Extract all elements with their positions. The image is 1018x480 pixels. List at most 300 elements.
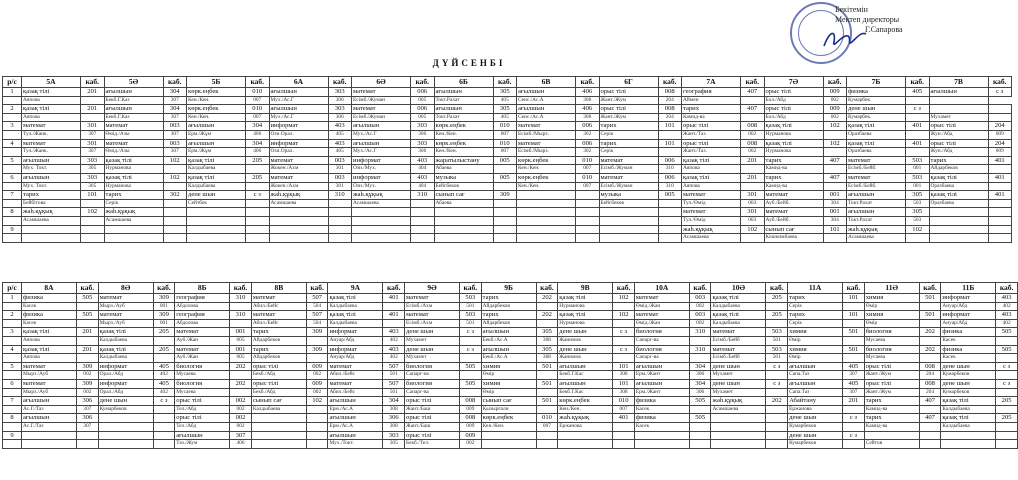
- cabinet-cell: 501: [766, 336, 788, 345]
- column-header: р/с: [3, 283, 22, 294]
- subject-cell: Өмід./Азы: [104, 130, 163, 139]
- cabinet-cell: [536, 388, 558, 397]
- cabinet-cell: [689, 336, 711, 345]
- subject-cell: биология: [634, 345, 689, 354]
- subject-cell: Мырз./Ауб: [22, 388, 77, 397]
- cabinet-cell: 309: [153, 294, 175, 303]
- cabinet-cell: [460, 336, 482, 345]
- cabinet-cell: [843, 336, 865, 345]
- cabinet-cell: [658, 216, 682, 225]
- subject-cell: ағылшын: [847, 191, 906, 200]
- subject-cell: Есімб./Бейб: [711, 354, 766, 363]
- cabinet-cell: 305: [536, 345, 558, 354]
- subject-cell: Өмід./Жан: [634, 302, 689, 311]
- lesson-number-cell: 6: [3, 379, 22, 388]
- cabinet-cell: 009: [460, 422, 482, 431]
- cabinet-cell: 301: [741, 191, 765, 200]
- table-row: [3, 173, 1012, 182]
- cabinet-cell: [996, 336, 1018, 345]
- cabinet-cell: 102: [613, 294, 635, 303]
- subject-cell: математ: [251, 294, 306, 303]
- subject-cell: информат: [98, 379, 153, 388]
- subject-cell: ағылшын: [352, 139, 411, 148]
- subject-cell: ағылшын: [22, 414, 77, 423]
- cabinet-cell: 307: [81, 130, 105, 139]
- approve-line-3: Г.Сапарова: [865, 25, 903, 34]
- table-row: [3, 122, 1012, 131]
- subject-cell: Абаева: [434, 199, 493, 208]
- cabinet-cell: [81, 216, 105, 225]
- subject-cell: Сапарг-ва: [405, 388, 460, 397]
- subject-cell: Мух./Ас.Г: [269, 113, 328, 122]
- subject-cell: көрк.еңбек: [187, 88, 246, 97]
- subject-cell: сынып сағ: [481, 397, 536, 406]
- subject-cell: қазақ тілі: [847, 139, 906, 148]
- table-row: [3, 388, 1018, 397]
- subject-cell: Асамшаева: [847, 234, 906, 243]
- cabinet-cell: [996, 371, 1018, 380]
- column-header: 7Б: [847, 77, 906, 88]
- cabinet-cell: [906, 130, 930, 139]
- subject-cell: ағылшын: [269, 105, 328, 114]
- subject-cell: дене шын: [941, 362, 996, 371]
- cabinet-cell: 402: [996, 302, 1018, 311]
- subject-cell: Сейтбек: [187, 199, 246, 208]
- cabinet-cell: 401: [906, 122, 930, 131]
- subject-cell: Асамшаева: [104, 216, 163, 225]
- cabinet-cell: 405: [843, 379, 865, 388]
- subject-cell: химия: [788, 328, 843, 337]
- cabinet-cell: [383, 319, 405, 328]
- cabinet-cell: 002: [230, 414, 252, 423]
- subject-cell: Нурманова: [764, 148, 823, 157]
- cabinet-cell: 007: [493, 130, 517, 139]
- subject-cell: тарих: [682, 105, 741, 114]
- subject-cell: дене шын: [847, 105, 906, 114]
- subject-cell: Серік: [788, 302, 843, 311]
- cabinet-cell: 405: [493, 96, 517, 105]
- cabinet-cell: [988, 208, 1012, 217]
- cabinet-cell: [230, 388, 252, 397]
- cabinet-cell: 009: [988, 148, 1012, 157]
- subject-cell: ағылшын: [22, 173, 81, 182]
- subject-cell: Асамшаева: [22, 216, 81, 225]
- cabinet-cell: 009: [988, 130, 1012, 139]
- cabinet-cell: 001: [230, 328, 252, 337]
- subject-cell: Өмір: [481, 388, 536, 397]
- cabinet-cell: [919, 440, 941, 449]
- subject-cell: Есімб./Жуман: [599, 165, 658, 174]
- cabinet-cell: 202: [536, 311, 558, 320]
- subject-cell: Кумарбеков: [941, 371, 996, 380]
- cabinet-cell: 102: [163, 156, 187, 165]
- cabinet-cell: [576, 199, 600, 208]
- cabinet-cell: 002: [823, 96, 847, 105]
- subject-cell: математ: [517, 122, 576, 131]
- subject-cell: Өмір: [788, 336, 843, 345]
- subject-cell: математ: [251, 311, 306, 320]
- signature-icon: [820, 26, 870, 52]
- cabinet-cell: с з: [153, 397, 175, 406]
- subject-cell: ағылшын: [481, 328, 536, 337]
- subject-cell: жаһ.құқық: [352, 191, 411, 200]
- subject-cell: Таз./Жум: [175, 440, 230, 449]
- cabinet-cell: 301: [328, 182, 352, 191]
- cabinet-cell: 003: [328, 156, 352, 165]
- subject-cell: Нурманова: [104, 165, 163, 174]
- cabinet-cell: 407: [823, 156, 847, 165]
- subject-cell: Орал./Абд: [98, 371, 153, 380]
- cabinet-cell: 302: [576, 130, 600, 139]
- cabinet-cell: 002: [77, 371, 99, 380]
- cabinet-cell: [306, 431, 328, 440]
- cabinet-cell: 202: [919, 328, 941, 337]
- subject-cell: математ: [634, 294, 689, 303]
- subject-cell: математ: [764, 191, 823, 200]
- cabinet-cell: 307: [81, 148, 105, 157]
- subject-cell: математ: [711, 345, 766, 354]
- cabinet-cell: 402: [153, 388, 175, 397]
- cabinet-cell: 204: [988, 122, 1012, 131]
- subject-cell: Есімб./Жуман: [352, 113, 411, 122]
- column-header: каб.: [411, 77, 435, 88]
- subject-cell: биология: [405, 362, 460, 371]
- subject-cell: [352, 234, 411, 243]
- column-header: каб.: [766, 283, 788, 294]
- cabinet-cell: [576, 234, 600, 243]
- cabinet-cell: 310: [689, 328, 711, 337]
- subject-cell: Бекб./Ас.А: [481, 336, 536, 345]
- cabinet-cell: 007: [576, 165, 600, 174]
- subject-cell: Есімб./Мырз.: [517, 130, 576, 139]
- cabinet-cell: [153, 336, 175, 345]
- subject-cell: Нурманова: [764, 130, 823, 139]
- cabinet-cell: 102: [613, 311, 635, 320]
- subject-cell: Бекб.Г.Каз: [104, 113, 163, 122]
- table-row: [3, 216, 1012, 225]
- lesson-number-cell: 1: [3, 88, 22, 97]
- cabinet-cell: 305: [81, 165, 105, 174]
- cabinet-cell: 001: [906, 165, 930, 174]
- table-row: [3, 191, 1012, 200]
- cabinet-cell: [919, 405, 941, 414]
- lesson-number-cell: 7: [3, 397, 22, 406]
- subject-cell: математ: [764, 208, 823, 217]
- subject-cell: математ: [328, 379, 383, 388]
- subject-cell: Есімб./Бейб.: [847, 182, 906, 191]
- column-header: 11Ә: [864, 283, 919, 294]
- cabinet-cell: 202: [919, 345, 941, 354]
- subject-cell: [517, 199, 576, 208]
- subject-cell: Бекб./Тел.: [405, 440, 460, 449]
- subject-cell: Ози./Мух.: [352, 165, 411, 174]
- subject-cell: Абил./Бейс: [328, 388, 383, 397]
- subject-cell: Камид-ва: [864, 422, 919, 431]
- cabinet-cell: 406: [246, 130, 270, 139]
- lesson-number-cell: [3, 319, 22, 328]
- cabinet-cell: 204: [919, 388, 941, 397]
- subject-cell: Сапарг-ва: [405, 371, 460, 380]
- subject-cell: [711, 431, 766, 440]
- subject-cell: көрк.еңбек: [434, 139, 493, 148]
- column-header: каб.: [658, 77, 682, 88]
- subject-cell: Жант./Таз.: [682, 148, 741, 157]
- table-row: [3, 414, 1018, 423]
- column-header: каб.: [576, 77, 600, 88]
- subject-cell: [98, 422, 153, 431]
- cabinet-cell: 010: [246, 105, 270, 114]
- subject-cell: информат: [98, 362, 153, 371]
- cabinet-cell: [306, 422, 328, 431]
- subject-cell: Калдыбаева: [941, 405, 996, 414]
- cabinet-cell: 503: [906, 156, 930, 165]
- subject-cell: [104, 234, 163, 243]
- subject-cell: Мусаева: [864, 336, 919, 345]
- subject-cell: Кумарбек.: [847, 113, 906, 122]
- table-row: [3, 319, 1018, 328]
- subject-cell: Оразбаева: [929, 199, 988, 208]
- subject-cell: Жант./Жум: [599, 96, 658, 105]
- cabinet-cell: 202: [766, 397, 788, 406]
- subject-cell: физика: [22, 311, 77, 320]
- cabinet-cell: 504: [306, 302, 328, 311]
- lesson-number-cell: [3, 440, 22, 449]
- subject-cell: Кен./Кен.: [517, 182, 576, 191]
- subject-cell: математ: [98, 311, 153, 320]
- cabinet-cell: 002: [230, 397, 252, 406]
- cabinet-cell: 309: [306, 328, 328, 337]
- cabinet-cell: 505: [689, 397, 711, 406]
- subject-cell: ағылшын: [788, 379, 843, 388]
- cabinet-cell: 401: [988, 173, 1012, 182]
- subject-cell: қазақ тілі: [98, 345, 153, 354]
- subject-cell: Мухамет: [711, 388, 766, 397]
- subject-cell: Абайтану: [788, 397, 843, 406]
- subject-cell: орыс тілі: [175, 397, 230, 406]
- subject-cell: тарих: [788, 311, 843, 320]
- cabinet-cell: 505: [77, 294, 99, 303]
- cabinet-cell: 002: [741, 130, 765, 139]
- column-header: каб.: [823, 77, 847, 88]
- subject-cell: физика: [941, 328, 996, 337]
- subject-cell: тарих: [251, 328, 306, 337]
- subject-cell: Кен./Кен.: [187, 96, 246, 105]
- subject-cell: математ: [104, 139, 163, 148]
- cabinet-cell: 102: [823, 139, 847, 148]
- subject-cell: Мухамет: [711, 371, 766, 380]
- subject-cell: тарих: [599, 122, 658, 131]
- lesson-number-cell: 5: [3, 362, 22, 371]
- cabinet-cell: 205: [246, 173, 270, 182]
- subject-cell: Касек: [634, 422, 689, 431]
- subject-cell: Жанимов: [558, 336, 613, 345]
- subject-cell: Серік: [599, 148, 658, 157]
- table-row: [3, 345, 1018, 354]
- cabinet-cell: 407: [823, 173, 847, 182]
- cabinet-cell: 403: [996, 311, 1018, 320]
- cabinet-cell: [766, 388, 788, 397]
- subject-cell: [634, 431, 689, 440]
- subject-cell: Жанимов: [558, 354, 613, 363]
- subject-cell: Абдолова: [175, 319, 230, 328]
- subject-cell: математ: [352, 88, 411, 97]
- subject-cell: көрк.еңбек: [517, 156, 576, 165]
- subject-cell: дене шын: [187, 191, 246, 200]
- cabinet-cell: 002: [306, 388, 328, 397]
- subject-cell: Калдыбаева: [711, 302, 766, 311]
- subject-cell: [187, 234, 246, 243]
- subject-cell: Бекб.Г.Каз: [104, 96, 163, 105]
- subject-cell: биология: [864, 345, 919, 354]
- subject-cell: Асамшаева: [711, 405, 766, 414]
- cabinet-cell: [988, 216, 1012, 225]
- subject-cell: математ: [98, 294, 153, 303]
- approve-line-1: Бекітемін: [835, 5, 868, 14]
- subject-cell: орыс тілі: [682, 139, 741, 148]
- cabinet-cell: 006: [411, 105, 435, 114]
- subject-cell: [711, 422, 766, 431]
- cabinet-cell: 009: [306, 379, 328, 388]
- subject-cell: [517, 234, 576, 243]
- cabinet-cell: [766, 414, 788, 423]
- cabinet-cell: 202: [230, 379, 252, 388]
- table-row: [3, 302, 1018, 311]
- subject-cell: [22, 225, 81, 234]
- subject-cell: Тел./Абд: [175, 405, 230, 414]
- subject-cell: ағылшын: [434, 88, 493, 97]
- subject-cell: [711, 440, 766, 449]
- subject-cell: Абил./Бейс: [251, 319, 306, 328]
- cabinet-cell: [919, 319, 941, 328]
- cabinet-cell: 402: [383, 354, 405, 363]
- cabinet-cell: 405: [328, 148, 352, 157]
- subject-cell: Жант./Баш: [405, 422, 460, 431]
- cabinet-cell: [306, 336, 328, 345]
- subject-cell: Калдыбаева: [251, 405, 306, 414]
- cabinet-cell: [613, 319, 635, 328]
- cabinet-cell: [766, 405, 788, 414]
- cabinet-cell: с з: [766, 362, 788, 371]
- cabinet-cell: [613, 422, 635, 431]
- subject-cell: жаһ.құқық: [104, 208, 163, 217]
- cabinet-cell: 005: [493, 173, 517, 182]
- cabinet-cell: 307: [163, 96, 187, 105]
- cabinet-cell: 307: [843, 388, 865, 397]
- cabinet-cell: [919, 354, 941, 363]
- cabinet-cell: 505: [460, 362, 482, 371]
- cabinet-cell: 307: [163, 148, 187, 157]
- subject-cell: қазақ тілі: [187, 156, 246, 165]
- table-row: [3, 139, 1012, 148]
- cabinet-cell: [906, 234, 930, 243]
- cabinet-cell: 401: [613, 414, 635, 423]
- subject-cell: қазақ тілі: [764, 122, 823, 131]
- cabinet-cell: [988, 199, 1012, 208]
- subject-cell: физика: [22, 294, 77, 303]
- column-header: каб.: [230, 283, 252, 294]
- cabinet-cell: 205: [153, 328, 175, 337]
- cabinet-cell: 007: [246, 113, 270, 122]
- subject-cell: тарих: [599, 139, 658, 148]
- subject-cell: орыс тілі: [929, 139, 988, 148]
- cabinet-cell: с з: [766, 379, 788, 388]
- cabinet-cell: [766, 440, 788, 449]
- schedule-table-upper: [2, 76, 1012, 243]
- cabinet-cell: [658, 199, 682, 208]
- subject-cell: математ: [328, 362, 383, 371]
- column-header: 7В: [929, 77, 988, 88]
- cabinet-cell: с з: [843, 431, 865, 440]
- cabinet-cell: 003: [163, 139, 187, 148]
- cabinet-cell: 307: [843, 371, 865, 380]
- cabinet-cell: [411, 199, 435, 208]
- cabinet-cell: 205: [153, 345, 175, 354]
- cabinet-cell: 003: [689, 294, 711, 303]
- subject-cell: жаһ.құқық: [711, 397, 766, 406]
- subject-cell: [517, 225, 576, 234]
- subject-cell: Ержанова: [558, 422, 613, 431]
- table-row: [3, 440, 1018, 449]
- table-row: [3, 208, 1012, 217]
- cabinet-cell: [741, 182, 765, 191]
- subject-cell: тарих: [764, 156, 823, 165]
- column-header: 5А: [22, 77, 81, 88]
- cabinet-cell: [823, 165, 847, 174]
- cabinet-cell: [383, 302, 405, 311]
- cabinet-cell: 303: [383, 431, 405, 440]
- cabinet-cell: [493, 208, 517, 217]
- subject-cell: Сеис./Ас.А: [517, 113, 576, 122]
- subject-cell: Кен./Кен.: [434, 148, 493, 157]
- cabinet-cell: 309: [493, 191, 517, 200]
- subject-cell: тарих: [104, 191, 163, 200]
- subject-cell: дене шын: [788, 414, 843, 423]
- cabinet-cell: 403: [328, 122, 352, 131]
- column-header: каб.: [996, 283, 1018, 294]
- cabinet-cell: 008: [460, 397, 482, 406]
- cabinet-cell: 007: [246, 96, 270, 105]
- subject-cell: орыс тілі: [175, 414, 230, 423]
- subject-cell: Бол./Абд: [764, 113, 823, 122]
- lesson-number-cell: 9: [3, 225, 22, 234]
- column-header: каб.: [328, 77, 352, 88]
- subject-cell: Асамшаева: [269, 199, 328, 208]
- cabinet-cell: 204: [988, 139, 1012, 148]
- subject-cell: Калдыбаева: [187, 165, 246, 174]
- subject-cell: [352, 208, 411, 217]
- cabinet-cell: 305: [81, 182, 105, 191]
- cabinet-cell: [919, 302, 941, 311]
- subject-cell: тарих: [22, 191, 81, 200]
- column-header: 7А: [682, 77, 741, 88]
- cabinet-cell: [843, 354, 865, 363]
- subject-cell: Есімб./Жуман: [599, 182, 658, 191]
- cabinet-cell: [843, 302, 865, 311]
- cabinet-cell: 009: [460, 405, 482, 414]
- cabinet-cell: 404: [411, 182, 435, 191]
- subject-cell: Касек: [22, 319, 77, 328]
- subject-cell: Ануар/Абд: [328, 336, 383, 345]
- subject-cell: Токт.Рахат: [434, 96, 493, 105]
- cabinet-cell: 402: [996, 319, 1018, 328]
- subject-cell: қазақ тілі: [929, 173, 988, 182]
- cabinet-cell: 305: [536, 328, 558, 337]
- subject-cell: Мырз./Ауб: [98, 302, 153, 311]
- subject-cell: Серік: [788, 319, 843, 328]
- lesson-number-cell: 8: [3, 414, 22, 423]
- cabinet-cell: [823, 130, 847, 139]
- cabinet-cell: 406: [576, 105, 600, 114]
